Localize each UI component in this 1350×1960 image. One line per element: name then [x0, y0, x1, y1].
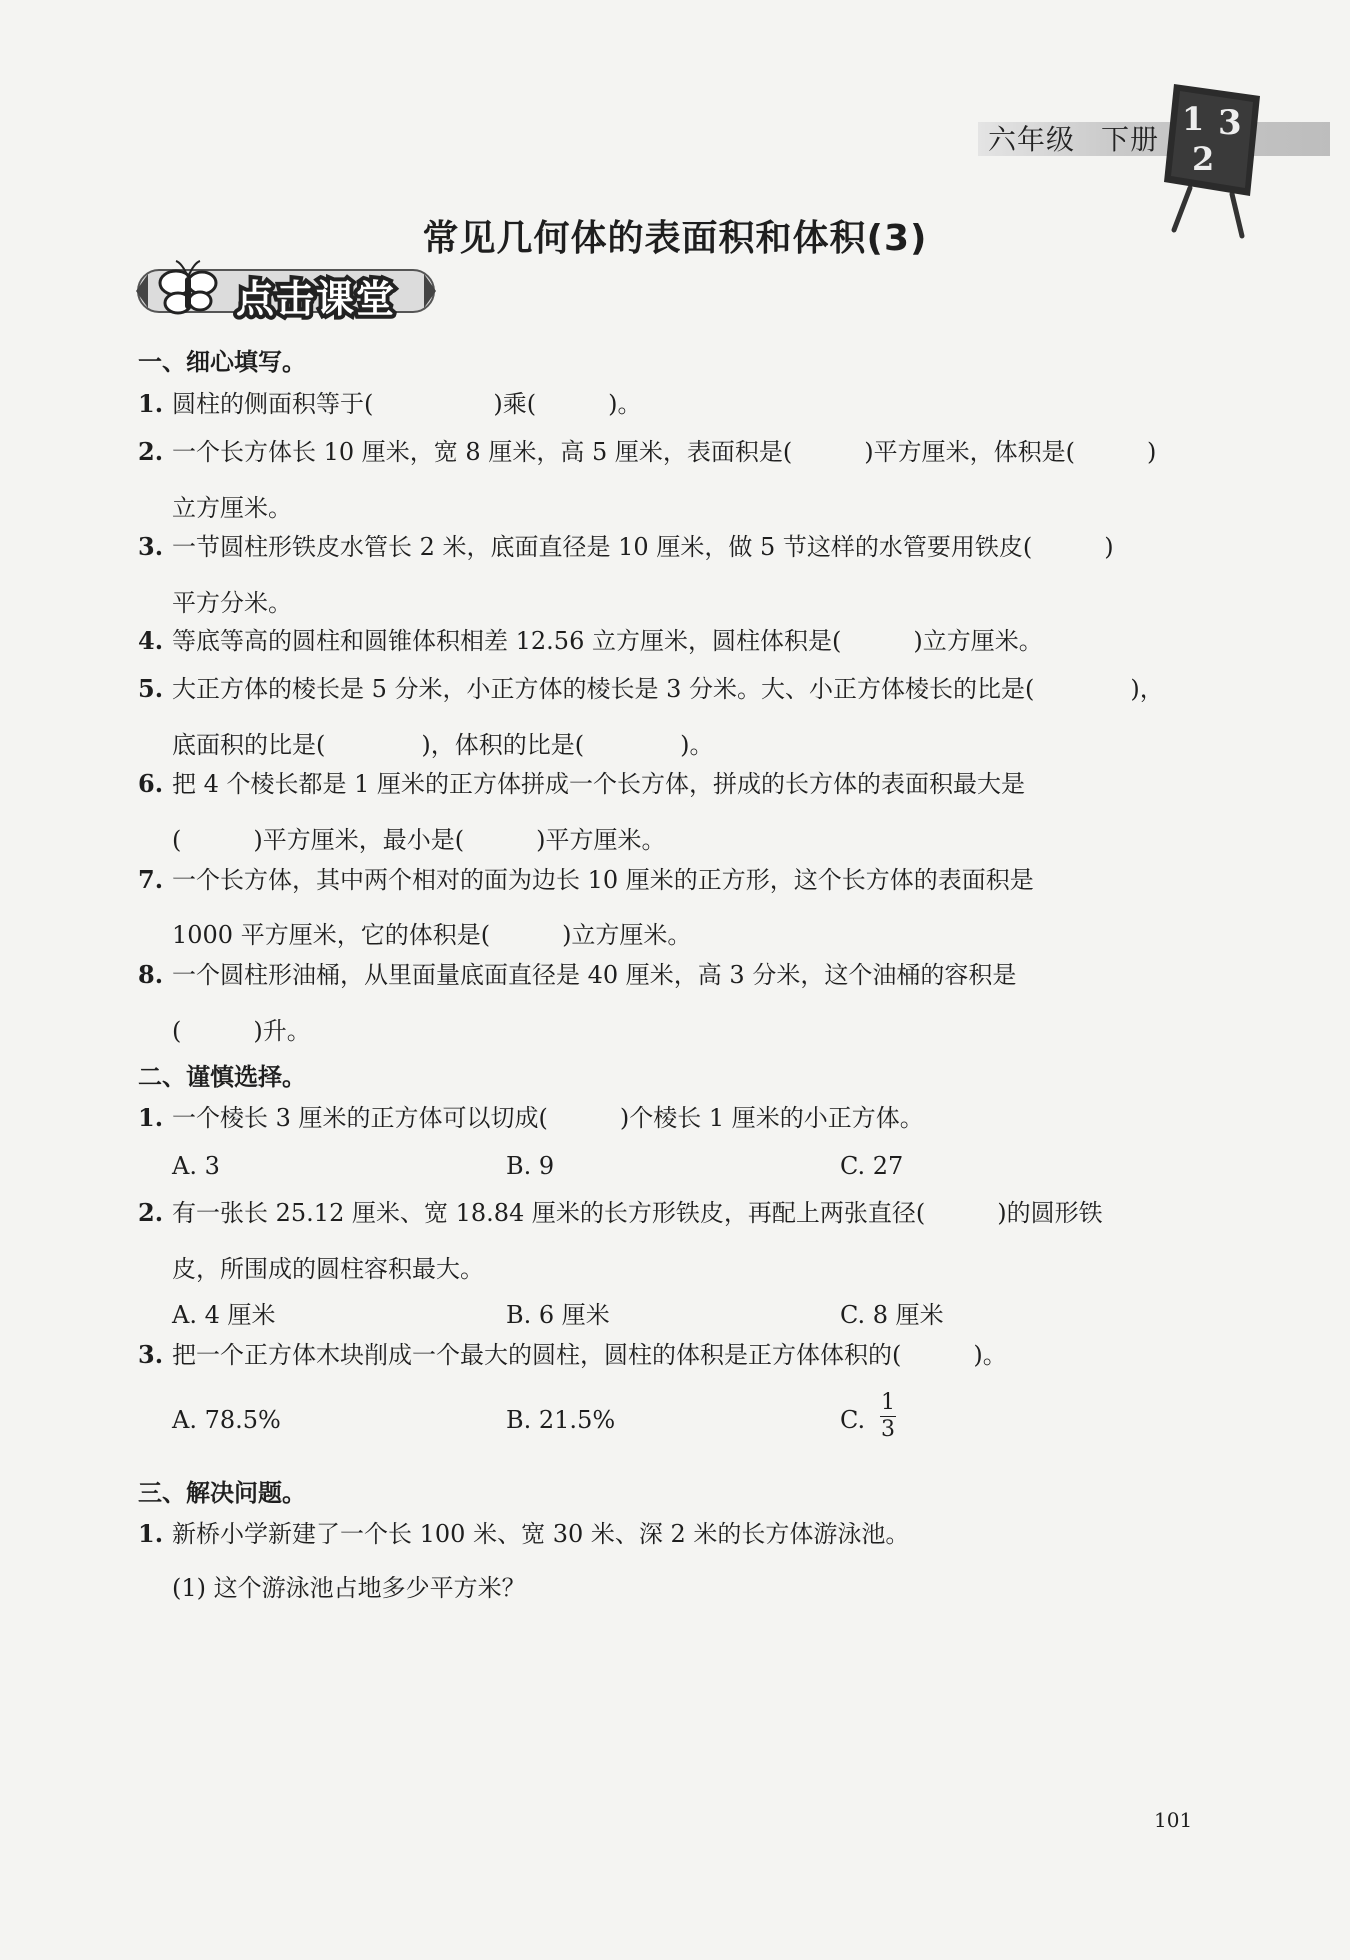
- board-digit-1: 1: [1182, 100, 1205, 138]
- section3-heading: 三、解决问题。: [138, 1479, 306, 1507]
- s2-q3-option-b: B. 21.5%: [506, 1406, 616, 1434]
- s3-question-1: [138, 1510, 909, 1558]
- section1-heading: 一、细心填写。: [138, 348, 306, 376]
- s2-q3-option-c: C.: [840, 1406, 866, 1434]
- banner-title: 点击课堂: [236, 277, 397, 321]
- s2-question-2: [138, 1189, 1103, 1237]
- s1-question-3-cont: 平方分米。: [172, 589, 292, 617]
- question-number: 2.: [138, 1198, 164, 1227]
- s1-question-4: [138, 617, 1043, 665]
- question-text: 一个长方体长 10 厘米，宽 8 厘米，高 5 厘米，表面积是( )平方厘米，体积是( ): [172, 438, 1157, 466]
- question-text: 把 4 个棱长都是 1 厘米的正方体拼成一个长方体，拼成的长方体的表面积最大是: [172, 770, 1026, 798]
- question-number: 6.: [138, 769, 164, 798]
- question-number: 2.: [138, 437, 164, 466]
- s2-q2-option-b: B. 6 厘米: [506, 1301, 610, 1329]
- s1-question-5-cont: 底面积的比是( )，体积的比是( )。: [172, 731, 714, 759]
- s3-question-1-sub1: (1) 这个游泳池占地多少平方米？: [172, 1574, 526, 1602]
- question-number: 7.: [138, 865, 164, 894]
- grade-text: 六年级: [988, 123, 1076, 156]
- s1-question-2-cont: 立方厘米。: [172, 494, 292, 522]
- fraction-numerator: 1: [881, 1390, 895, 1415]
- s1-question-8: [138, 951, 1016, 999]
- board-digit-2: 2: [1192, 140, 1215, 178]
- question-text: 一节圆柱形铁皮水管长 2 米，底面直径是 10 厘米，做 5 节这样的水管要用铁皮( ): [172, 533, 1114, 561]
- s2-q1-option-a: A. 3: [172, 1152, 220, 1180]
- s1-question-6: [138, 760, 1025, 808]
- s1-question-8-cont: ( )升。: [172, 1017, 311, 1045]
- board-digit-3: 3: [1218, 103, 1242, 143]
- question-text: 新桥小学新建了一个长 100 米、宽 30 米、深 2 米的长方体游泳池。: [172, 1520, 910, 1548]
- s1-question-5: [138, 665, 1164, 713]
- s1-question-7-cont: 1000 平方厘米，它的体积是( )立方厘米。: [172, 921, 692, 949]
- question-number: 1.: [138, 1103, 164, 1132]
- s1-question-6-cont: ( )平方厘米，最小是( )平方厘米。: [172, 826, 666, 854]
- s2-q2-option-a: A. 4 厘米: [172, 1301, 276, 1329]
- s1-question-7: [138, 856, 1034, 904]
- volume-text: 下册: [1101, 123, 1160, 156]
- page-number: 101: [1154, 1808, 1193, 1832]
- s1-question-2: [138, 428, 1156, 476]
- section2-heading: 二、谨慎选择。: [138, 1063, 306, 1091]
- fraction-denominator: 3: [881, 1417, 895, 1442]
- s2-question-1: [138, 1094, 924, 1142]
- question-number: 4.: [138, 626, 164, 655]
- question-text: 等底等高的圆柱和圆锥体积相差 12.56 立方厘米，圆柱体积是( )立方厘米。: [172, 627, 1043, 655]
- question-number: 1.: [138, 389, 164, 418]
- grade-label: [988, 118, 1159, 158]
- s1-question-3: [138, 523, 1114, 571]
- page-title: 常见几何体的表面积和体积(3): [422, 218, 928, 259]
- s2-question-2-cont: 皮，所围成的圆柱容积最大。: [172, 1255, 484, 1283]
- question-text: 有一张长 25.12 厘米、宽 18.84 厘米的长方形铁皮，再配上两张直径( )的圆形铁: [172, 1199, 1103, 1227]
- s2-q1-option-b: B. 9: [506, 1152, 555, 1180]
- question-text: 一个长方体，其中两个相对的面为边长 10 厘米的正方形，这个长方体的表面积是: [172, 866, 1034, 894]
- question-text: 一个棱长 3 厘米的正方体可以切成( )个棱长 1 厘米的小正方体。: [172, 1104, 924, 1132]
- question-text: 把一个正方体木块削成一个最大的圆柱，圆柱的体积是正方体体积的( )。: [172, 1341, 1007, 1369]
- s2-q3-option-c-fraction: [878, 1390, 898, 1443]
- question-number: 3.: [138, 1340, 164, 1369]
- question-text: 一个圆柱形油桶，从里面量底面直径是 40 厘米，高 3 分米，这个油桶的容积是: [172, 961, 1017, 989]
- butterfly-icon: [160, 261, 216, 313]
- s1-question-1: [138, 380, 641, 428]
- s2-q2-option-c: C. 8 厘米: [840, 1301, 944, 1329]
- question-text: 圆柱的侧面积等于( )乘( )。: [172, 390, 642, 418]
- s2-q1-option-c: C. 27: [840, 1152, 904, 1180]
- question-text: 大正方体的棱长是 5 分米，小正方体的棱长是 3 分米。大、小正方体棱长的比是( )，: [172, 675, 1164, 703]
- question-number: 5.: [138, 674, 164, 703]
- s2-question-3: [138, 1331, 1007, 1379]
- question-number: 8.: [138, 960, 164, 989]
- question-number: 3.: [138, 532, 164, 561]
- question-number: 1.: [138, 1519, 164, 1548]
- s2-q3-option-a: A. 78.5%: [172, 1406, 281, 1434]
